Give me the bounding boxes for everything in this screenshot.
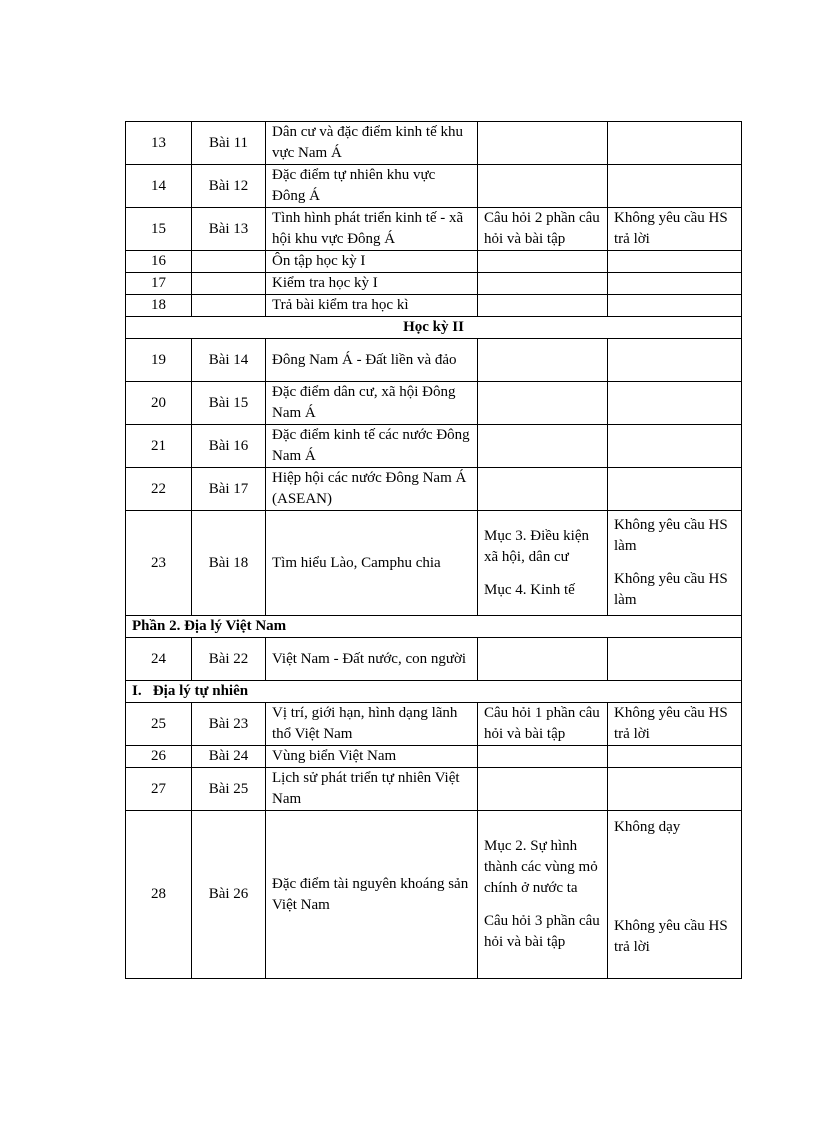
- table-row: [126, 425, 742, 468]
- lesson-id: Bài 15: [192, 382, 266, 425]
- lesson-number: 23: [126, 511, 192, 616]
- lesson-number: 22: [126, 468, 192, 511]
- lesson-note: [478, 746, 608, 768]
- lesson-title: Dân cư và đặc điểm kinh tế khu vực Nam Á: [266, 122, 478, 165]
- lesson-id: Bài 26: [192, 811, 266, 979]
- lesson-requirement: [608, 511, 742, 616]
- lesson-note: [478, 511, 608, 616]
- semester-heading-row: [126, 317, 742, 339]
- curriculum-table: [125, 121, 742, 979]
- lesson-id: Bài 23: [192, 703, 266, 746]
- lesson-note: Câu hỏi 2 phần câu hỏi và bài tập: [478, 208, 608, 251]
- note-line: Mục 4. Kinh tế: [484, 581, 575, 598]
- subsection-heading-row: [126, 681, 742, 703]
- table-row: [126, 122, 742, 165]
- lesson-id: Bài 12: [192, 165, 266, 208]
- lesson-number: 28: [126, 811, 192, 979]
- lesson-title: Tìm hiểu Lào, Camphu chia: [266, 511, 478, 616]
- lesson-requirement: Không yêu cầu HS trả lời: [608, 208, 742, 251]
- lesson-number: 15: [126, 208, 192, 251]
- lesson-note: [478, 468, 608, 511]
- lesson-id: [192, 295, 266, 317]
- lesson-title: Đặc điểm dân cư, xã hội Đông Nam Á: [266, 382, 478, 425]
- table-row: [126, 273, 742, 295]
- lesson-requirement: Không yêu cầu HS trả lời: [608, 703, 742, 746]
- lesson-id: Bài 17: [192, 468, 266, 511]
- lesson-title: Đặc điểm tài nguyên khoáng sản Việt Nam: [266, 811, 478, 979]
- part-heading-row: [126, 616, 742, 638]
- lesson-id: Bài 11: [192, 122, 266, 165]
- table-row: [126, 638, 742, 681]
- lesson-id: Bài 22: [192, 638, 266, 681]
- curriculum-table-wrapper: [125, 121, 741, 979]
- lesson-note: [478, 768, 608, 811]
- note-line: Câu hỏi 3 phần câu hỏi và bài tập: [484, 913, 600, 950]
- table-row: [126, 251, 742, 273]
- table-row: [126, 703, 742, 746]
- table-row: [126, 468, 742, 511]
- lesson-title: Hiệp hội các nước Đông Nam Á (ASEAN): [266, 468, 478, 511]
- requirement-line: Không yêu cầu HS trả lời: [614, 918, 728, 955]
- lesson-title: Lịch sử phát triển tự nhiên Việt Nam: [266, 768, 478, 811]
- lesson-note: Câu hỏi 1 phần câu hỏi và bài tập: [478, 703, 608, 746]
- table-row: [126, 746, 742, 768]
- lesson-note: [478, 273, 608, 295]
- lesson-title: Vùng biển Việt Nam: [266, 746, 478, 768]
- lesson-title: Việt Nam - Đất nước, con người: [266, 638, 478, 681]
- lesson-number: 13: [126, 122, 192, 165]
- lesson-title: Kiểm tra học kỳ I: [266, 273, 478, 295]
- note-line: Mục 3. Điều kiện xã hội, dân cư: [484, 527, 589, 565]
- lesson-requirement: [608, 122, 742, 165]
- lesson-title: Đông Nam Á - Đất liền và đảo: [266, 339, 478, 382]
- table-row: [126, 511, 742, 616]
- lesson-note: [478, 339, 608, 382]
- lesson-note: [478, 122, 608, 165]
- lesson-number: 19: [126, 339, 192, 382]
- lesson-requirement: [608, 746, 742, 768]
- lesson-requirement: [608, 339, 742, 382]
- lesson-requirement: [608, 165, 742, 208]
- table-row: [126, 295, 742, 317]
- lesson-id: Bài 14: [192, 339, 266, 382]
- lesson-id: Bài 25: [192, 768, 266, 811]
- lesson-id: Bài 18: [192, 511, 266, 616]
- lesson-note: [478, 811, 608, 979]
- requirement-line: Không dạy: [614, 819, 681, 835]
- lesson-title: Trả bài kiểm tra học kì: [266, 295, 478, 317]
- lesson-note: [478, 251, 608, 273]
- lesson-number: 26: [126, 746, 192, 768]
- lesson-requirement: [608, 425, 742, 468]
- lesson-title: Ôn tập học kỳ I: [266, 251, 478, 273]
- lesson-number: 24: [126, 638, 192, 681]
- lesson-id: Bài 13: [192, 208, 266, 251]
- lesson-number: 16: [126, 251, 192, 273]
- semester-heading: Học kỳ II: [126, 317, 742, 339]
- table-row: [126, 768, 742, 811]
- lesson-note: [478, 425, 608, 468]
- lesson-id: Bài 16: [192, 425, 266, 468]
- lesson-note: [478, 295, 608, 317]
- table-row: [126, 339, 742, 382]
- lesson-requirement: [608, 251, 742, 273]
- lesson-title: Vị trí, giới hạn, hình dạng lãnh thổ Việt Nam: [266, 703, 478, 746]
- lesson-requirement: [608, 273, 742, 295]
- lesson-number: 25: [126, 703, 192, 746]
- lesson-note: [478, 382, 608, 425]
- lesson-requirement: [608, 638, 742, 681]
- lesson-note: [478, 165, 608, 208]
- lesson-note: [478, 638, 608, 681]
- lesson-requirement: [608, 468, 742, 511]
- lesson-requirement: [608, 382, 742, 425]
- note-line: Mục 2. Sự hình thành các vùng mỏ chính ở nước ta: [484, 838, 598, 896]
- lesson-number: 17: [126, 273, 192, 295]
- lesson-number: 20: [126, 382, 192, 425]
- table-row: [126, 382, 742, 425]
- lesson-requirement: [608, 295, 742, 317]
- lesson-number: 14: [126, 165, 192, 208]
- lesson-id: [192, 251, 266, 273]
- table-row: [126, 811, 742, 979]
- lesson-requirement: [608, 811, 742, 979]
- lesson-id: [192, 273, 266, 295]
- lesson-title: Đặc điểm kinh tế các nước Đông Nam Á: [266, 425, 478, 468]
- lesson-title: Tình hình phát triển kinh tế - xã hội khu vực Đông Á: [266, 208, 478, 251]
- table-row: [126, 208, 742, 251]
- lesson-number: 21: [126, 425, 192, 468]
- requirement-line: Không yêu cầu HS làm: [614, 517, 728, 554]
- subsection-heading: I. Địa lý tự nhiên: [126, 681, 742, 703]
- table-row: [126, 165, 742, 208]
- requirement-line: Không yêu cầu HS làm: [614, 571, 728, 608]
- lesson-requirement: [608, 768, 742, 811]
- lesson-number: 18: [126, 295, 192, 317]
- lesson-number: 27: [126, 768, 192, 811]
- part-heading: Phần 2. Địa lý Việt Nam: [126, 616, 742, 638]
- lesson-title: Đặc điểm tự nhiên khu vực Đông Á: [266, 165, 478, 208]
- lesson-id: Bài 24: [192, 746, 266, 768]
